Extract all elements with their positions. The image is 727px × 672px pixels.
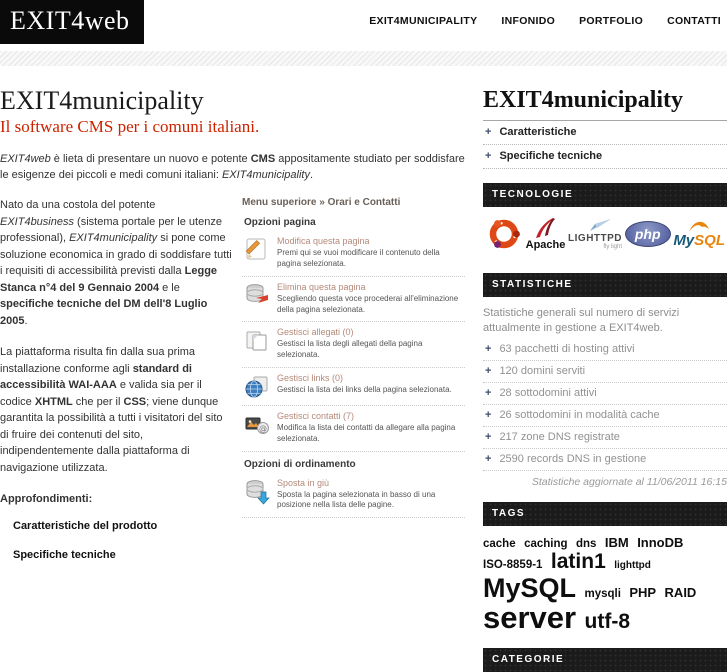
- panel-item-links: [242, 368, 465, 406]
- apache-logo: Apache: [526, 217, 566, 251]
- hatched-divider: [0, 51, 727, 66]
- contacts-icon: [244, 411, 270, 445]
- categories-heading: CATEGORIE: [483, 648, 727, 672]
- sidebar-title: EXIT4municipality: [483, 87, 727, 121]
- statistics-updated-note: Statistiche aggiornate al 11/06/2011 16:15: [531, 475, 727, 488]
- section-opzioni-pagina: Opzioni pagina: [244, 217, 316, 229]
- tag-innodb[interactable]: InnoDB: [637, 534, 684, 550]
- stat-row-hosting: + 63 pacchetti di hosting attivi: [483, 339, 727, 361]
- article: [0, 87, 465, 672]
- tag-iso-8859-1[interactable]: ISO-8859-1: [483, 559, 543, 572]
- tag-mysql[interactable]: MySQL: [483, 572, 577, 603]
- sidebar-link-label: Caratteristiche: [499, 126, 577, 138]
- tag-cloud: [483, 535, 727, 635]
- sidebar: [483, 87, 727, 672]
- panel-item-title: Modifica questa pagina: [277, 236, 370, 247]
- panel-item-desc: Modifica la lista dei contatti da allegare alla pagina selezionata.: [277, 422, 456, 443]
- technology-logos: [483, 207, 727, 259]
- sidebar-link-caratteristiche[interactable]: [483, 121, 727, 145]
- breadcrumb: Menu superiore » Orari e Contatti: [242, 197, 401, 209]
- panel-item-modifica: [242, 231, 465, 277]
- plus-bullet-icon: +: [485, 430, 492, 443]
- link-caratteristiche-prodotto[interactable]: Caratteristiche del prodotto: [13, 519, 158, 532]
- panel-item-sposta-giu: [242, 473, 465, 519]
- stat-row-sottodomini: + 28 sottodomini attivi: [483, 383, 727, 405]
- nav-item-contatti[interactable]: CONTATTI: [667, 15, 721, 27]
- links-icon: [244, 373, 270, 399]
- paragraph: Nato da una costola del potente EXIT4business (sistema portale per le utenze professional), EXIT4municipality si pone come soluzione economica in grado di soddisfare tutti i requisiti di accessibilità previsti dalla Legge Stanca n°4 del 9 Gennaio 2004 e le specifiche tecniche del DM dell'8 Luglio 2005.: [0, 199, 232, 327]
- stat-row-sottodomini-cache: + 26 sottodomini in modalità cache: [483, 405, 727, 427]
- panel-item-desc: Gestisci la lista dei links della pagina selezionata.: [277, 384, 452, 394]
- site-logo[interactable]: EXIT4web: [0, 0, 144, 44]
- page-title: EXIT4municipality: [0, 86, 204, 115]
- panel-item-title: Sposta in giù: [277, 477, 330, 488]
- approfondimenti-heading: Approfondimenti:: [0, 493, 93, 506]
- plus-bullet-icon: +: [485, 150, 492, 162]
- panel-item-title: Gestisci contatti (7): [277, 410, 355, 421]
- panel-item-allegati: [242, 322, 465, 368]
- stat-row-domini: + 120 domini serviti: [483, 361, 727, 383]
- plus-bullet-icon: +: [485, 126, 492, 138]
- plus-bullet-icon: +: [485, 342, 492, 355]
- statistics-description: Statistiche generali sul numero di servizi attualmente in gestione a EXIT4web.: [483, 307, 680, 334]
- mysql-logo: MySQL: [673, 220, 725, 248]
- delete-page-icon: [244, 282, 270, 316]
- paragraph: La piattaforma risulta fin dalla sua prima installazione conforme agli standard di accessibilità WAI-AAA e valida sia per il codice XHTML che per il CSS; viene dunque garantita la possibilità a tutti i visitatori del sito di fruire dei contenuti del sito, indipendentemente dalla piattaforma di navigazione utilizzata.: [0, 346, 223, 474]
- article-body: [0, 197, 232, 577]
- move-down-icon: [244, 478, 270, 512]
- svg-text:@: @: [259, 423, 267, 433]
- plus-bullet-icon: +: [485, 408, 492, 421]
- technologies-heading: TECNOLOGIE: [483, 183, 727, 207]
- panel-item-desc: Sposta la pagina selezionata in basso di una posizione nella lista delle pagine.: [277, 489, 436, 510]
- link-specifiche-tecniche[interactable]: Specifiche tecniche: [13, 549, 116, 562]
- plus-bullet-icon: +: [485, 386, 492, 399]
- sidebar-link-specifiche[interactable]: [483, 145, 727, 169]
- admin-screenshot-panel: [232, 197, 465, 577]
- statistics-heading: STATISTICHE: [483, 273, 727, 297]
- nav-item-exit4municipality[interactable]: EXIT4MUNICIPALITY: [369, 15, 478, 27]
- nav-item-infonido[interactable]: INFONIDO: [501, 15, 556, 27]
- tag-caching[interactable]: caching: [524, 537, 568, 550]
- stat-row-records-dns: + 2590 records DNS in gestione: [483, 449, 727, 471]
- panel-item-desc: Scegliendo questa voce procederai all'eliminazione della pagina selezionata.: [277, 293, 459, 314]
- page-content: [0, 66, 727, 672]
- panel-item-elimina: [242, 277, 465, 323]
- panel-item-title: Elimina questa pagina: [277, 281, 366, 292]
- stat-row-zone-dns: + 217 zone DNS registrate: [483, 427, 727, 449]
- tag-utf-8[interactable]: utf-8: [584, 609, 631, 633]
- panel-item-contatti: [242, 406, 465, 452]
- sidebar-link-label: Specifiche tecniche: [499, 150, 603, 162]
- tag-php[interactable]: PHP: [629, 584, 657, 600]
- tag-dns[interactable]: dns: [575, 537, 597, 550]
- panel-item-desc: Gestisci la lista degli allegati della pagina selezionata.: [277, 339, 423, 360]
- panel-item-title: Gestisci links (0): [277, 372, 344, 383]
- attachments-icon: [244, 327, 270, 361]
- ubuntu-logo-icon: [485, 215, 523, 253]
- section-opzioni-ordinamento: Opzioni di ordinamento: [244, 458, 356, 470]
- plus-bullet-icon: +: [485, 364, 492, 377]
- tag-lighttpd[interactable]: lighttpd: [614, 560, 651, 572]
- header: [0, 0, 727, 42]
- intro-paragraph: EXIT4web è lieta di presentare un nuovo e potente CMS appositamente studiato per soddisfare le esigenze dei piccoli e medi comuni italiani: EXIT4municipality.: [0, 153, 465, 182]
- php-logo: php: [625, 221, 671, 247]
- tag-cache[interactable]: cache: [483, 537, 516, 550]
- main-nav: [369, 15, 721, 27]
- nav-item-portfolio[interactable]: PORTFOLIO: [579, 15, 644, 27]
- page-subtitle: Il software CMS per i comuni italiani.: [0, 117, 260, 137]
- tag-raid[interactable]: RAID: [664, 584, 697, 600]
- tag-server[interactable]: server: [483, 599, 577, 635]
- panel-item-title: Gestisci allegati (0): [277, 327, 354, 338]
- tags-heading: TAGS: [483, 502, 727, 526]
- plus-bullet-icon: +: [485, 452, 492, 465]
- tag-latin1[interactable]: latin1: [550, 550, 606, 574]
- panel-item-desc: Premi qui se vuoi modificare il contenuto della pagina selezionata.: [277, 248, 440, 268]
- edit-page-icon: [244, 236, 270, 270]
- lighttpd-logo: LIGHTTPD fly light: [568, 218, 622, 250]
- tag-mysqli[interactable]: mysqli: [584, 587, 621, 600]
- tag-ibm[interactable]: IBM: [604, 534, 629, 550]
